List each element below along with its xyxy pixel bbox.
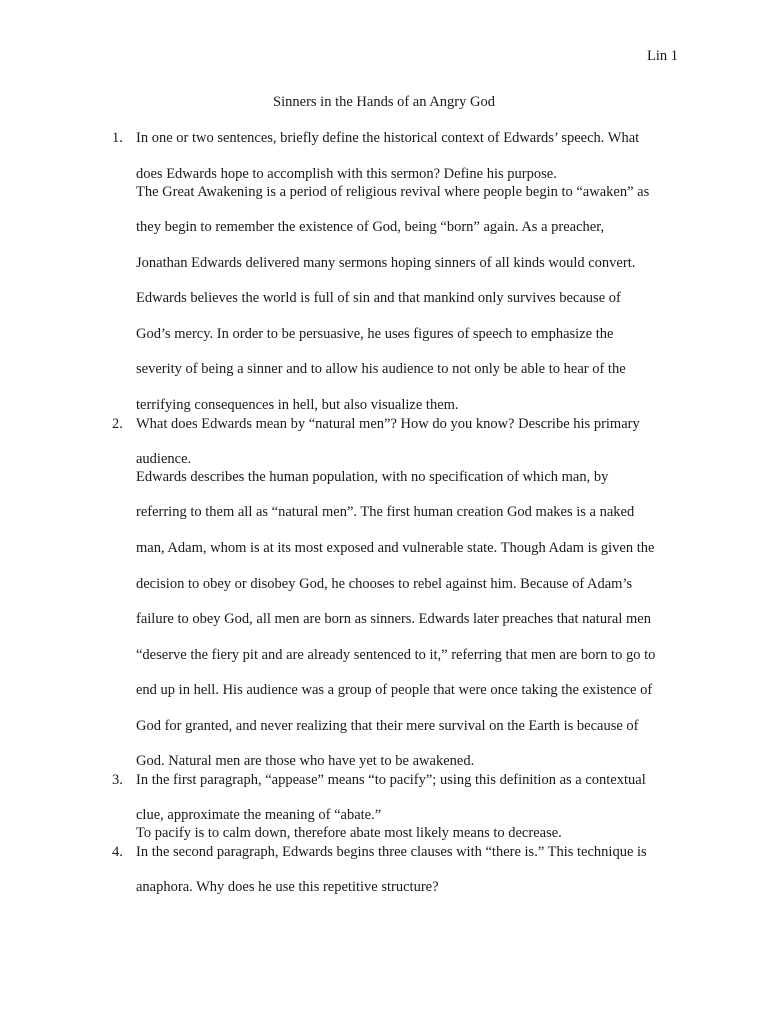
question-line: audience. [136,451,192,467]
question-line: In one or two sentences, briefly define the historical context of Edwards’ speech. What [136,130,640,146]
answer-line: To pacify is to calm down, therefore abate most likely means to decrease. [136,825,562,841]
answer-line: God. Natural men are those who have yet to be awakened. [136,753,475,769]
answer-line: failure to obey God, all men are born as sinners. Edwards later preaches that natural men [136,611,651,627]
answer-line: decision to obey or disobey God, he chooses to rebel against him. Because of Adam’s [136,576,633,592]
answer-line: God for granted, and never realizing that their mere survival on the Earth is because of [136,718,639,734]
question-line: In the second paragraph, Edwards begins three clauses with “there is.” This technique is [136,844,647,860]
answer-line: end up in hell. His audience was a group of people that were once taking the existence of [136,682,653,698]
item-number: 4. [112,844,123,860]
answer-line: Edwards describes the human population, with no specification of which man, by [136,469,609,485]
answer-line: God’s mercy. In order to be persuasive, he uses figures of speech to emphasize the [136,326,614,342]
answer-line: “deserve the fiery pit and are already sentenced to it,” referring that men are born to go to [136,647,656,663]
answer-line: Edwards believes the world is full of sin and that mankind only survives because of [136,290,621,306]
question-line: In the first paragraph, “appease” means “to pacify”; using this definition as a contextual [136,772,646,788]
item-number: 3. [112,772,123,788]
answer-line: terrifying consequences in hell, but also visualize them. [136,397,459,413]
answer-line: referring to them all as “natural men”. The first human creation God makes is a naked [136,504,635,520]
question-line: anaphora. Why does he use this repetitive structure? [136,879,439,895]
answer-line: severity of being a sinner and to allow his audience to not only be able to hear of the [136,361,626,377]
page-header-label: Lin 1 [646,48,678,64]
document-title: Sinners in the Hands of an Angry God [273,94,495,110]
answer-line: man, Adam, whom is at its most exposed and vulnerable state. Though Adam is given the [136,540,655,556]
answer-line: Jonathan Edwards delivered many sermons hoping sinners of all kinds would convert. [136,255,636,271]
item-number: 2. [112,416,123,432]
answer-line: they begin to remember the existence of God, being “born” again. As a preacher, [136,219,605,235]
item-number: 1. [112,130,123,146]
question-line: clue, approximate the meaning of “abate.” [136,807,382,823]
question-line: What does Edwards mean by “natural men”? How do you know? Describe his primary [136,416,640,432]
question-line: does Edwards hope to accomplish with this sermon? Define his purpose. [136,166,557,182]
answer-line: The Great Awakening is a period of religious revival where people begin to “awaken” as [136,184,650,200]
